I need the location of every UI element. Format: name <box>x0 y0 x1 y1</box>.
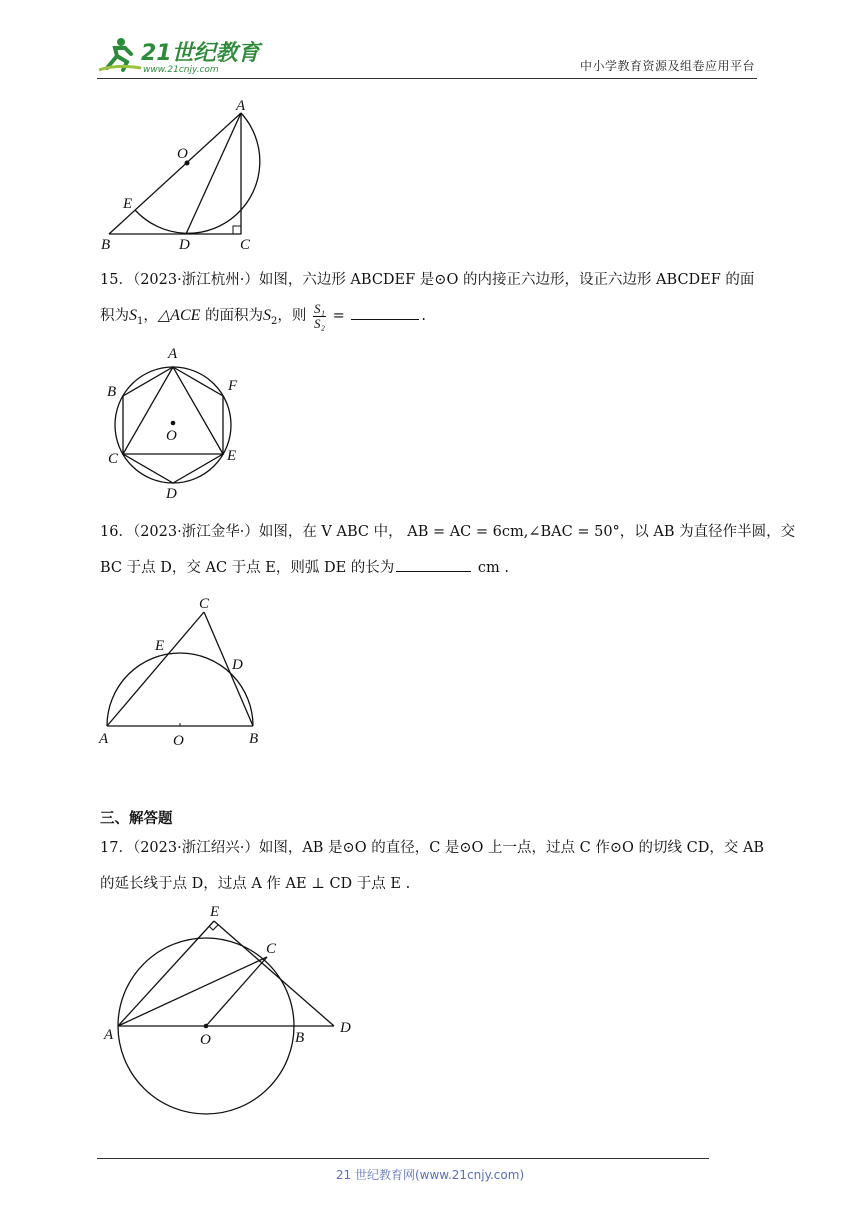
label-d: D <box>340 1020 351 1036</box>
logo-text: 21世纪教育 <box>141 41 260 66</box>
label-d: D <box>232 657 243 673</box>
site-logo[interactable] <box>97 34 267 74</box>
label-e: E <box>210 904 220 920</box>
label-e: E <box>155 638 165 654</box>
runner-icon <box>99 38 141 70</box>
label-b: B <box>101 237 111 253</box>
label-o: O <box>177 146 188 162</box>
label-b: B <box>249 731 259 747</box>
q15-line1: 15．（2023·浙江杭州·）如图，六边形 ABCDEF 是⊙O 的内接正六边形，设正六边形 ABCDEF 的面 <box>100 272 755 288</box>
fraction-s1-s2: $\frac{\text{S₁}}{\text{S₂}}$ <box>314 300 326 331</box>
figure-14 <box>95 95 275 255</box>
label-a: A <box>236 98 246 114</box>
section-title: 三、解答题 <box>100 811 173 827</box>
label-e: E <box>227 448 237 464</box>
figure-17 <box>100 900 370 1120</box>
label-b: B <box>107 384 117 400</box>
label-a: A <box>104 1027 114 1043</box>
label-a: A <box>168 346 178 362</box>
q17-line1: 17．（2023·浙江绍兴·）如图，AB 是⊙O 的直径，C 是⊙O 上一点，过点 C 作⊙O 的切线 CD，交 AB <box>100 840 765 856</box>
footer-divider <box>97 1158 709 1159</box>
question-16 <box>100 514 796 586</box>
q16-line2: BC 于点 D，交 AC 于点 E，则弧 DE 的长为 cm . <box>100 550 765 586</box>
label-b: B <box>295 1030 305 1046</box>
label-f: F <box>228 378 238 394</box>
label-c: C <box>240 237 251 253</box>
q17-line2: 的延长线于点 D，过点 A 作 AE ⊥ CD 于点 E . <box>100 876 411 892</box>
label-e: E <box>123 196 133 212</box>
label-o: O <box>200 1032 211 1048</box>
figure-15 <box>104 340 249 505</box>
logo-url: www.21cnjy.com <box>143 65 219 74</box>
label-a: A <box>99 731 109 747</box>
page-header <box>97 30 757 79</box>
header-platform-text: 中小学教育资源及组卷应用平台 <box>579 59 755 73</box>
label-o: O <box>173 733 184 749</box>
q15-line2: 积为$S_1$，△ACE 的面积为$S_2$，则 $\frac{\text{S₁}}{\text{S₂}}$ = . <box>100 300 427 331</box>
answer-blank-16[interactable] <box>396 557 471 572</box>
q16-line1: 16．（2023·浙江金华·）如图，在 V ABC 中， AB = AC = 6cm,∠BAC = 50°，以 AB 为直径作半圆，交 <box>100 524 796 540</box>
label-o: O <box>166 428 177 444</box>
figure-16 <box>95 592 275 752</box>
label-c: C <box>108 451 119 467</box>
label-d: D <box>179 237 190 253</box>
label-d: D <box>166 486 177 502</box>
label-c: C <box>199 596 210 612</box>
question-17 <box>100 830 765 902</box>
footer-link[interactable]: 21 世纪教育网(www.21cnjy.com) <box>335 1168 525 1182</box>
question-15 <box>100 262 765 340</box>
answer-blank-15[interactable] <box>351 305 419 320</box>
label-c: C <box>266 941 277 957</box>
